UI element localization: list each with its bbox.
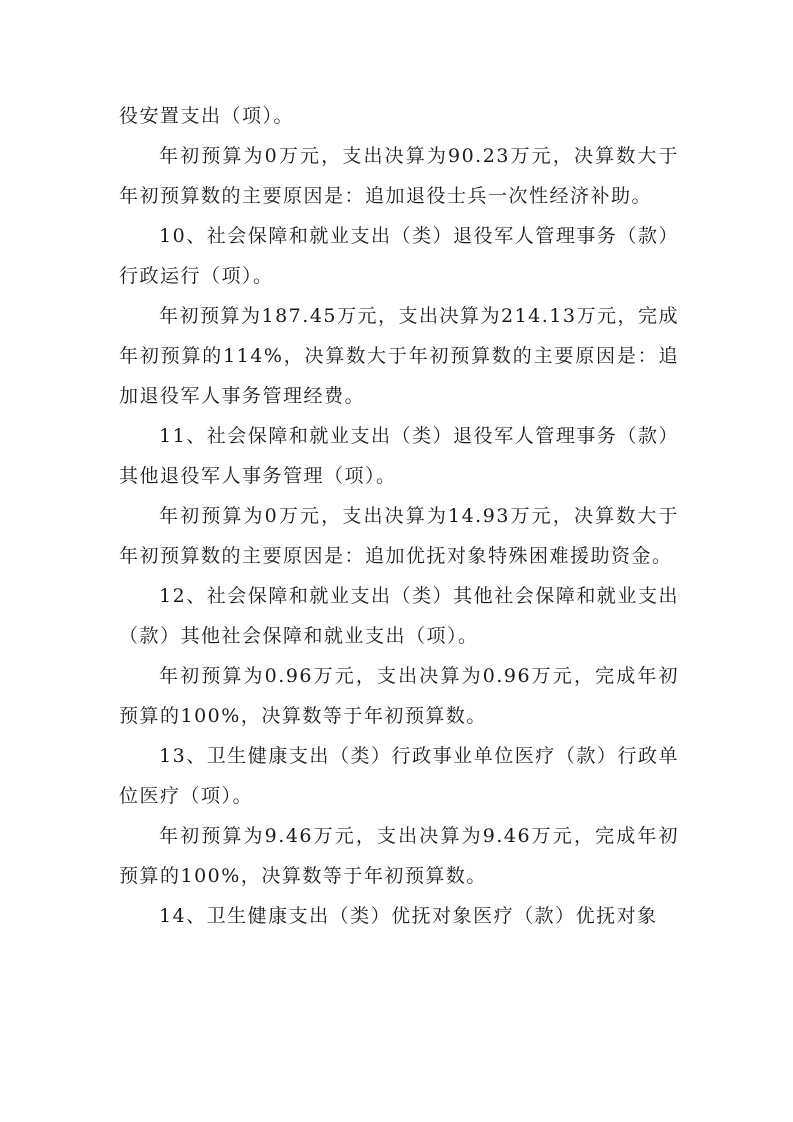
- paragraph-budget-note: 年初预算为187.45万元，支出决算为214.13万元，完成年初预算的114%，决算数大于年初预算数的主要原因是：追加退役军人事务管理经费。: [119, 305, 679, 407]
- paragraph-continuation: 役安置支出（项）。: [119, 105, 295, 127]
- paragraph-budget-note: 年初预算为9.46万元，支出决算为9.46万元，完成年初预算的100%，决算数等于年初预算数。: [119, 825, 679, 887]
- document-body: [119, 96, 679, 936]
- paragraph-item-11: 11、社会保障和就业支出（类）退役军人管理事务（款）其他退役军人事务管理（项）。: [119, 425, 679, 487]
- paragraph-budget-note: 年初预算为0万元，支出决算为14.93万元，决算数大于年初预算数的主要原因是：追加优抚对象特殊困难援助资金。: [119, 505, 679, 567]
- paragraph-item-13: 13、卫生健康支出（类）行政事业单位医疗（款）行政单位医疗（项）。: [119, 745, 679, 807]
- paragraph-item-10: 10、社会保障和就业支出（类）退役军人管理事务（款）行政运行（项）。: [119, 225, 679, 287]
- paragraph-budget-note: 年初预算为0.96万元，支出决算为0.96万元，完成年初预算的100%，决算数等于年初预算数。: [119, 665, 679, 727]
- paragraph-budget-note: 年初预算为0万元，支出决算为90.23万元，决算数大于年初预算数的主要原因是：追加退役士兵一次性经济补助。: [119, 145, 679, 207]
- paragraph-item-14: 14、卫生健康支出（类）优抚对象医疗（款）优抚对象: [159, 905, 658, 927]
- paragraph-item-12: 12、社会保障和就业支出（类）其他社会保障和就业支出（款）其他社会保障和就业支出（项）。: [119, 585, 679, 647]
